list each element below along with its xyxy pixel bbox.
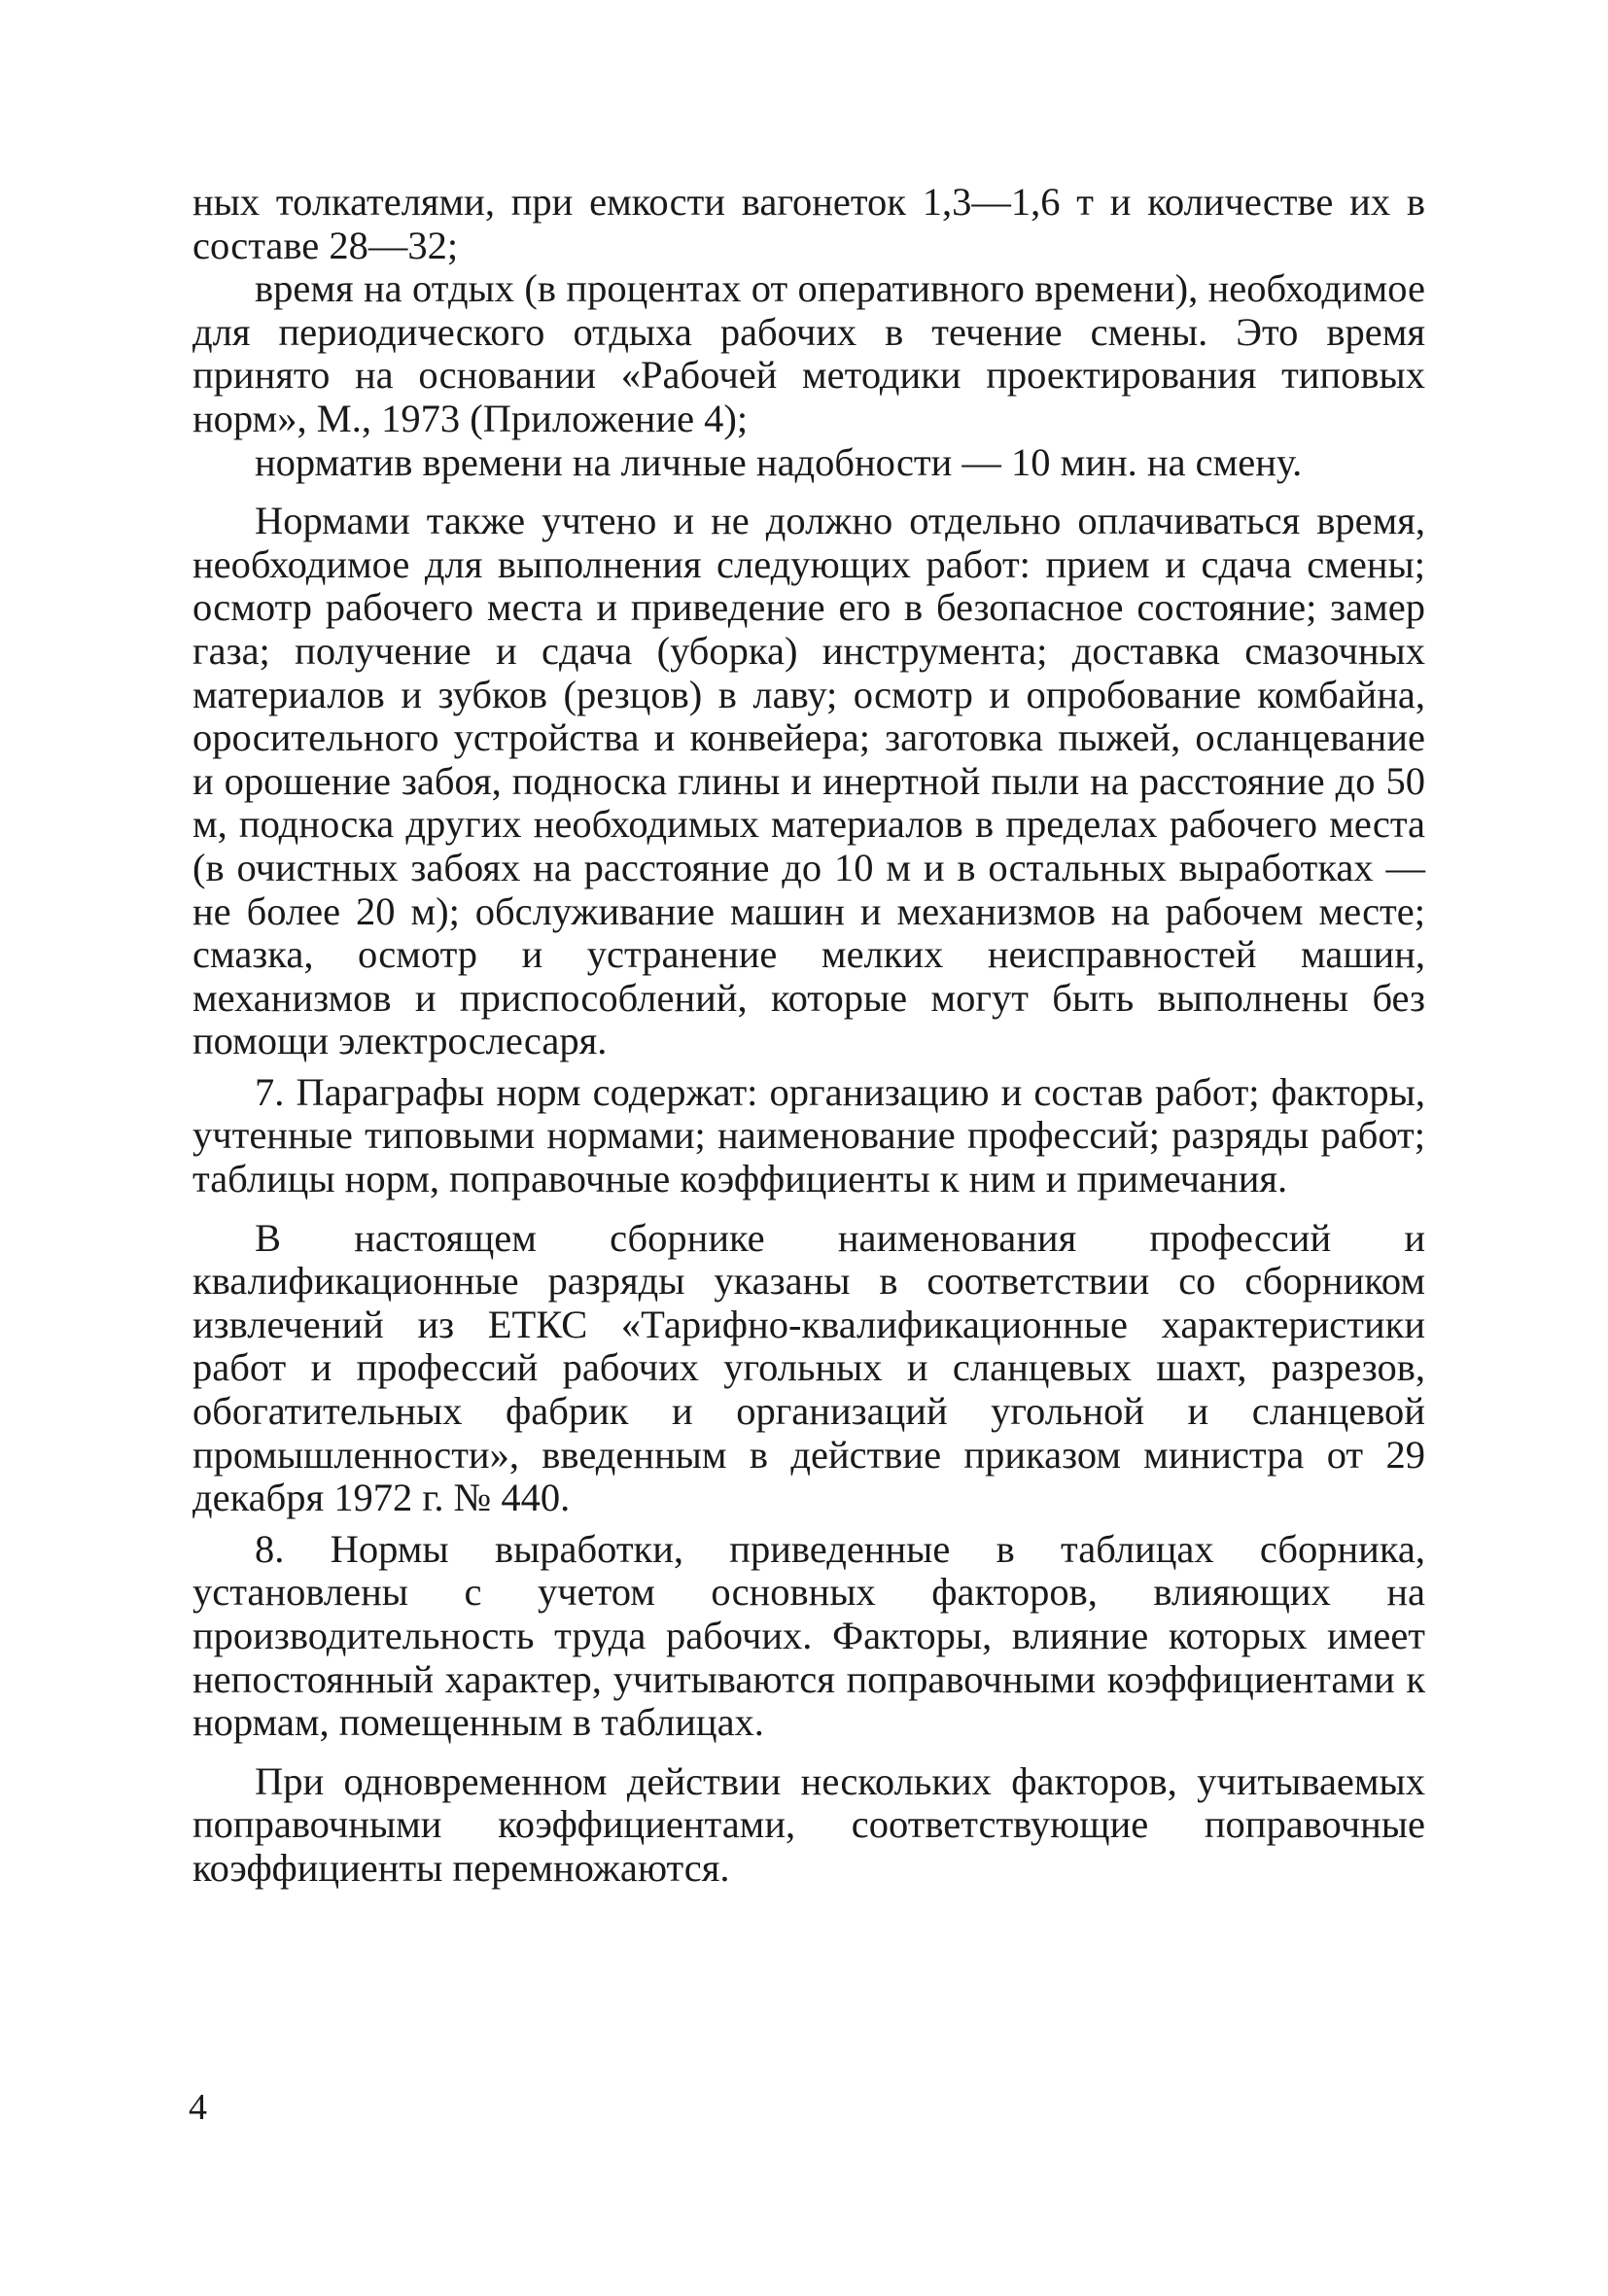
paragraph-continuation: ных толкателями, при емкости вагонеток 1,3—1,6 т и количестве их в составе 28—32;: [192, 180, 1425, 267]
paragraph-professions: В настоящем сборнике наименования профессий и квалификационные разряды указаны в соответствии со сборником извлечений из ЕТКС «Тарифно-квалификационные характеристики работ и профессий рабочих угольных и сланцевых шахт, разрезов, обогатительных фабрик и организаций угольной и сланцевой промышленности», введенным в действие приказом министра от 29 декабря 1972 г. № 440.: [192, 1215, 1425, 1520]
paragraph-included-work: Нормами также учтено и не должно отдельно оплачиваться время, необходимое для выполнения следующих работ: прием и сдача смены; осмотр рабочего места и приведение его в безопасное состояние; замер газа; получение и сдача (уборка) инструмента; доставка смазочных материалов и зубков (резцов) в лаву; осмотр и опробование комбайна, оросительного устройства и конвейера; заготовка пыжей, осланцевание и орошение забоя, подноска глины и инертной пыли на расстояние до 50 м, подноска других необходимых материалов в пределах рабочего места (в очистных забоях на расстояние до 10 м и в остальных выработках — не более 20 м); обслуживание машин и механизмов на рабочем месте; смазка, осмотр и устранение мелких неисправностей машин, механизмов и приспособлений, которые могут быть выполнены без помощи электрослесаря.: [192, 499, 1425, 1063]
paragraph-personal-needs: норматив времени на личные надобности — 10 мин. на смену.: [255, 439, 1303, 484]
document-page: [192, 181, 1425, 1891]
paragraph-section-8: 8. Нормы выработки, приведенные в таблицах сборника, установлены с учетом основных факторов, влияющих на производительность труда рабочих. Факторы, влияние которых имеет непостоянный характер, учитываются поправочными коэффициентами к нормам, помещенным в таблицах.: [192, 1526, 1425, 1745]
paragraph-coefficients: При одновременном действии нескольких факторов, учитываемых поправочными коэффициентами, соответствующие поправочные коэффициенты перемножаются.: [192, 1758, 1425, 1890]
paragraph-section-7: 7. Параграфы норм содержат: организацию и состав работ; факторы, учтенные типовыми нормами; наименование профессий; разряды работ; таблицы норм, поправочные коэффициенты к ним и примечания.: [192, 1069, 1425, 1201]
page-number: 4: [189, 2087, 207, 2128]
paragraph-rest-time: время на отдых (в процентах от оперативного времени), необходимое для периодического отдыха рабочих в течение смены. Это время принято на основании «Рабочей методики проектирования типовых норм», М., 1973 (Приложение 4);: [192, 266, 1425, 440]
